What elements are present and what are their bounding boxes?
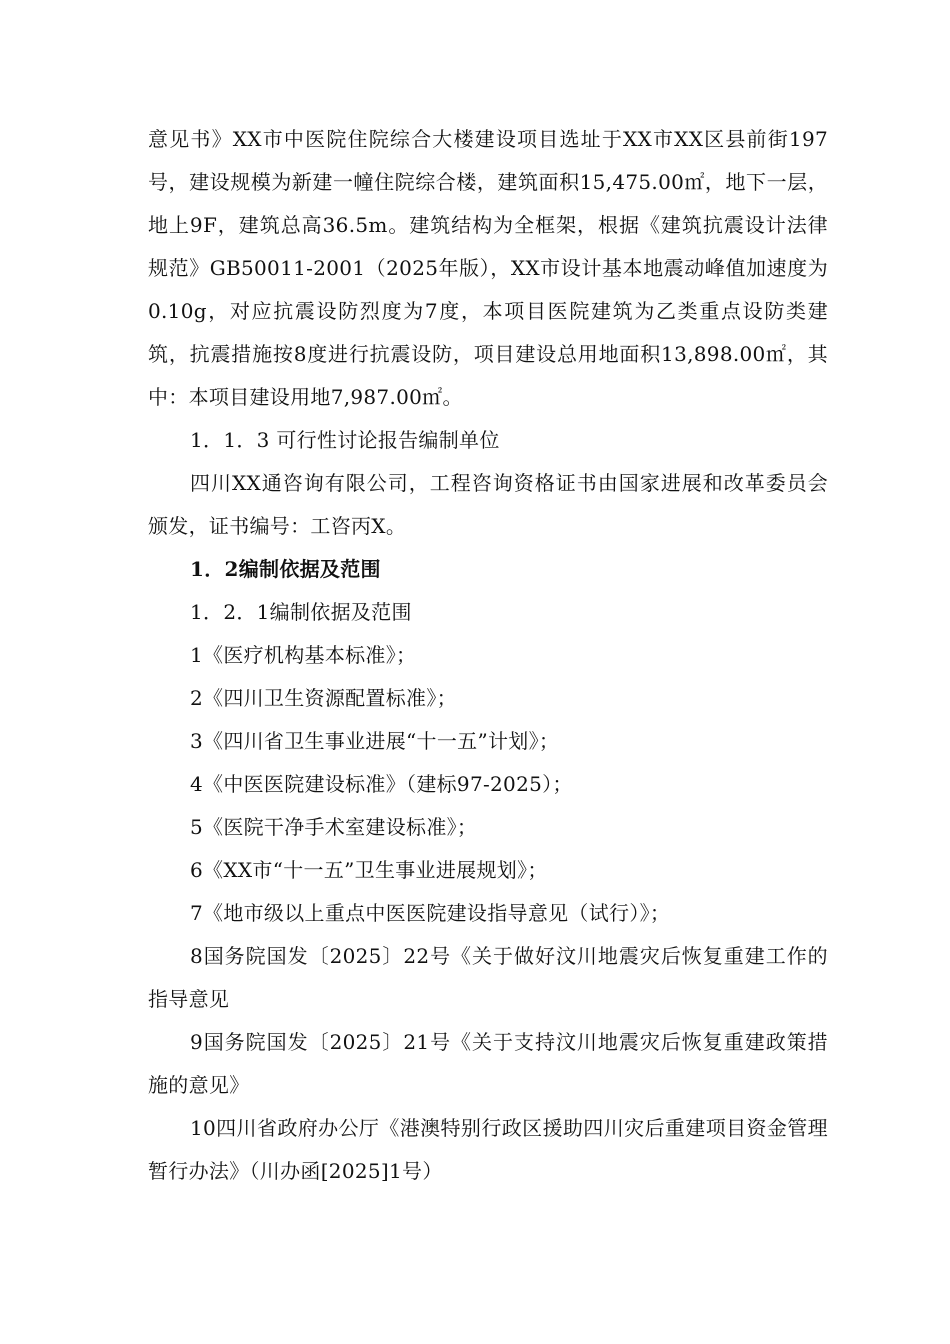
- list-item-9: 9国务院国发〔2025〕21号《关于支持汶川地震灾后恢复重建政策措施的意见》: [148, 1030, 828, 1097]
- list-item-7: 7《地市级以上重点中医医院建设指导意见（试行）》；: [190, 901, 671, 925]
- list-item-2: 2《四川卫生资源配置标准》；: [190, 686, 457, 710]
- list-item-6: 6《XX市“十一五”卫生事业进展规划》；: [190, 858, 548, 882]
- section-heading-1-2: 1．2编制依据及范围: [190, 557, 381, 581]
- body-paragraph-project-overview: 意见书》XX市中医院住院综合大楼建设项目选址于XX市XX区县前街197号，建设规模为新建一幢住院综合楼，建筑面积15,475.00㎡，地下一层，地上9F，建筑总高36.5m。建筑结构为全框架，根据《建筑抗震设计法律规范》GB50011-2001（2025年版），XX市设计基本地震动峰值加速度为0.10g，对应抗震设防烈度为7度，本项目医院建筑为乙类重点设防类建筑，抗震措施按8度进行抗震设防，项目建设总用地面积13,898.00㎡，其中：本项目建设用地7,987.00㎡。: [148, 127, 828, 409]
- list-item-1: 1《医疗机构基本标准》；: [190, 643, 417, 667]
- section-heading-1-2-1: 1．2．1编制依据及范围: [190, 600, 412, 624]
- body-paragraph-compiler: 四川XX通咨询有限公司，工程咨询资格证书由国家进展和改革委员会颁发，证书编号：工咨丙X。: [148, 471, 828, 538]
- section-heading-1-1-3: 1．1．3 可行性讨论报告编制单位: [190, 428, 500, 452]
- list-item-8: 8国务院国发〔2025〕22号《关于做好汶川地震灾后恢复重建工作的指导意见: [148, 944, 828, 1011]
- document-page: [148, 118, 828, 1193]
- list-item-4: 4《中医医院建设标准》（建标97-2025）；: [190, 772, 573, 796]
- list-item-3: 3《四川省卫生事业进展“十一五”计划》；: [190, 729, 560, 753]
- list-item-5: 5《医院干净手术室建设标准》；: [190, 815, 478, 839]
- list-item-10: 10四川省政府办公厅《港澳特别行政区援助四川灾后重建项目资金管理暂行办法》（川办函[2025]1号）: [148, 1116, 828, 1183]
